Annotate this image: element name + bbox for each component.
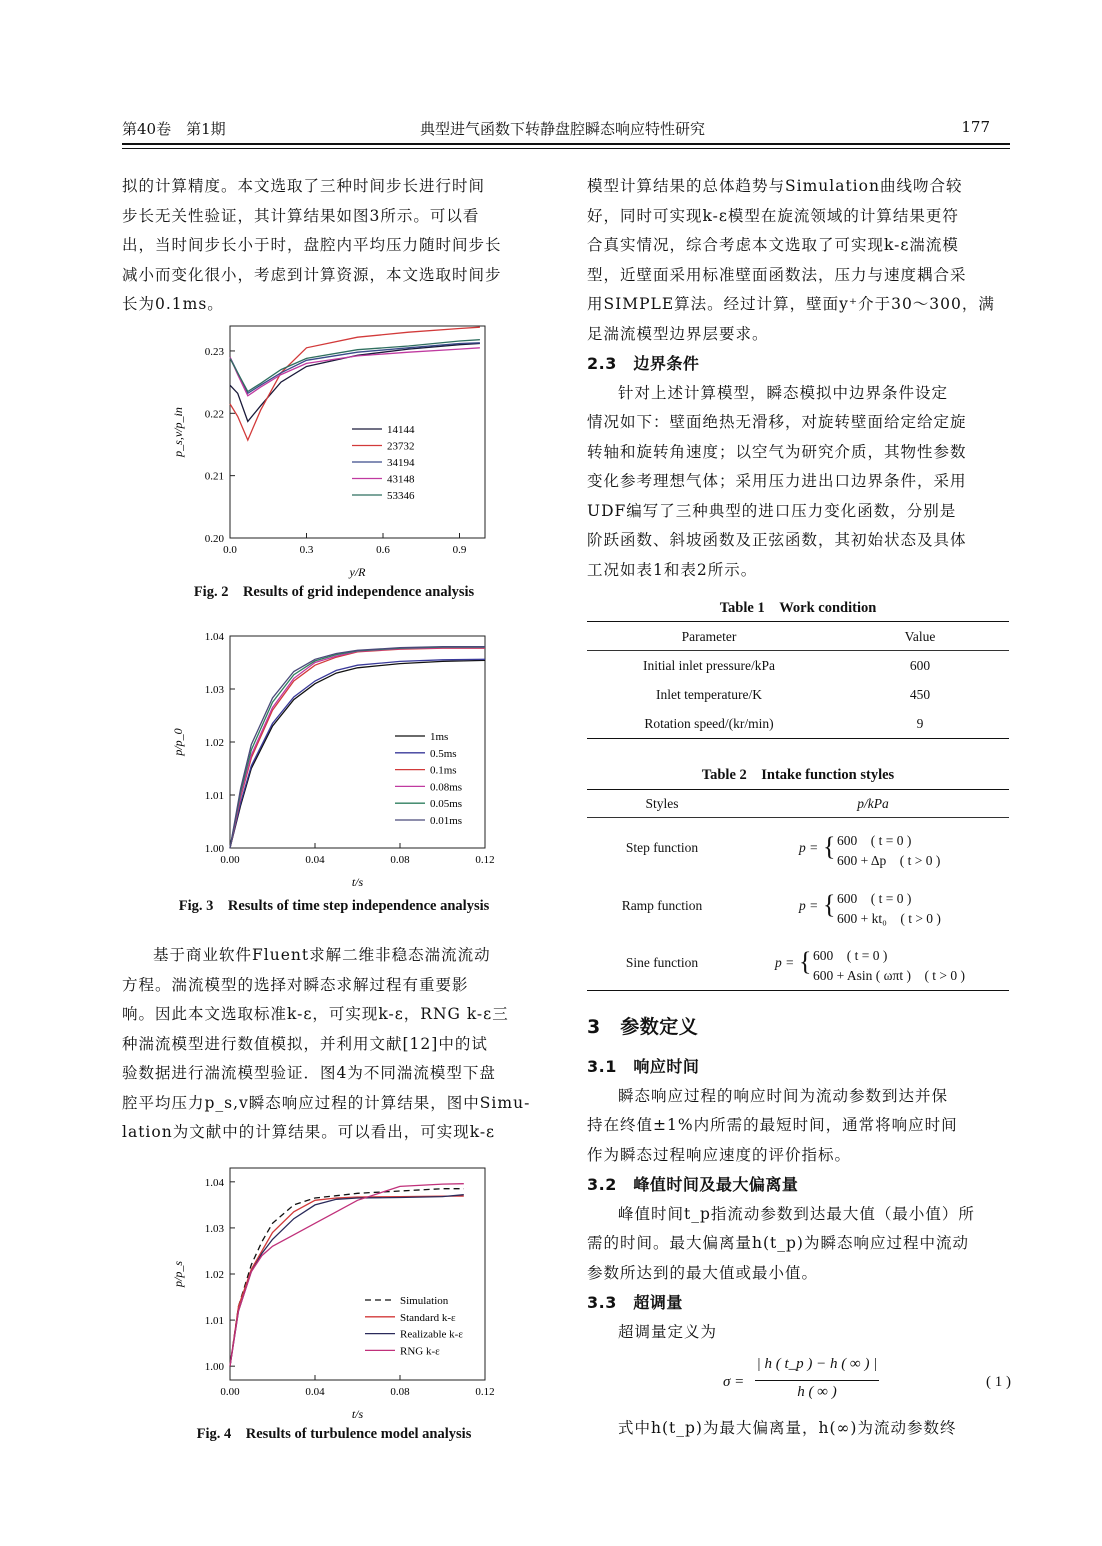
table2 bbox=[587, 789, 1009, 994]
equation-number: ( 1 ) bbox=[986, 1374, 1011, 1390]
x-axis-label: t/s bbox=[351, 1407, 364, 1421]
formula-case: 600 + Δp ( t > 0 ) bbox=[837, 853, 941, 868]
brace: { bbox=[823, 890, 836, 919]
table2-header-pressure: p/kPa bbox=[857, 796, 889, 811]
x-tick-label: 0.04 bbox=[305, 1386, 325, 1398]
y-tick-label: 1.03 bbox=[204, 1222, 224, 1235]
page-number: 177 bbox=[961, 118, 990, 136]
left-paragraph-1 bbox=[122, 172, 546, 320]
header-rule-thin bbox=[122, 148, 1010, 149]
text-line: 阶跃函数、斜坡函数及正弦函数，其初始状态及具体 bbox=[587, 531, 967, 549]
table1-cell: Initial inlet pressure/kPa bbox=[643, 658, 775, 673]
formula-case: 600 ( t = 0 ) bbox=[813, 948, 888, 963]
table1-caption: Table 1 Work condition bbox=[719, 600, 877, 616]
left-paragraph-2 bbox=[122, 941, 546, 1148]
x-tick-label: 0.6 bbox=[376, 544, 390, 556]
legend-label: 0.08ms bbox=[430, 781, 463, 794]
text-line: 合真实情况，综合考虑本文选取了可实现k-ε湍流模 bbox=[587, 236, 959, 254]
fig4-caption: Fig. 4 Results of turbulence model analysis bbox=[196, 1426, 472, 1442]
legend-label: Standard k-ε bbox=[400, 1311, 456, 1324]
y-axis-label: p/p_s bbox=[171, 1260, 185, 1288]
formula-lhs: σ = bbox=[723, 1374, 745, 1390]
table2-header-styles: Styles bbox=[645, 796, 679, 811]
header-rule-thick bbox=[122, 143, 1010, 145]
table2-style-cell: Sine function bbox=[625, 955, 699, 970]
text-line: 峰值时间t_p指流动参数到达最大值（最小值）所 bbox=[618, 1204, 975, 1223]
table1-header-parameter: Parameter bbox=[681, 629, 737, 644]
section-3-3-heading: 3.3 超调量 bbox=[587, 1293, 683, 1312]
table-rule bbox=[587, 738, 1009, 739]
text-line: 参数所达到的最大值或最小值。 bbox=[587, 1263, 819, 1282]
x-tick-label: 0.3 bbox=[299, 544, 314, 556]
table2-style-cell: Step function bbox=[625, 840, 699, 855]
text-line: 足湍流模型边界层要求。 bbox=[587, 324, 769, 343]
text-line: 基于商业软件Fluent求解二维非稳态湍流流动 bbox=[153, 946, 491, 964]
table2-style-cell: Ramp function bbox=[621, 898, 703, 913]
x-axis-label: y/R bbox=[349, 565, 366, 579]
text-line: 步长无关性验证，其计算结果如图3所示。可以看 bbox=[122, 206, 480, 225]
text-line: 针对上述计算模型，瞬态模拟中边界条件设定 bbox=[618, 383, 949, 402]
table1 bbox=[587, 621, 1009, 741]
formula-case: 600 + Asin ( ωπt ) ( t > 0 ) bbox=[813, 968, 966, 983]
formula-case: 600 ( t = 0 ) bbox=[837, 891, 912, 906]
brace: { bbox=[799, 947, 812, 976]
text-line: 模型计算结果的总体趋势与Simulation曲线吻合较 bbox=[587, 177, 963, 195]
x-tick-label: 0.08 bbox=[390, 854, 410, 866]
legend-label: 14144 bbox=[387, 424, 415, 436]
y-tick-label: 1.00 bbox=[204, 1361, 224, 1374]
x-tick-label: 0.04 bbox=[305, 854, 325, 866]
table1-header-value: Value bbox=[904, 629, 936, 644]
text-line: lation为文献中的计算结果。可以看出，可实现k-ε bbox=[122, 1123, 496, 1141]
fig3-caption: Fig. 3 Results of time step independence analysis bbox=[178, 898, 490, 914]
y-tick-label: 0.22 bbox=[204, 408, 224, 421]
formula-lhs: p = bbox=[799, 898, 819, 913]
y-tick-label: 1.01 bbox=[204, 1315, 224, 1328]
text-line: 超调量定义为 bbox=[618, 1322, 718, 1341]
legend-label: 0.1ms bbox=[430, 764, 457, 777]
fraction-bar bbox=[755, 1380, 879, 1381]
text-line: UDF编写了三种典型的进口压力变化函数，分别是 bbox=[587, 501, 957, 520]
formula-case: 600 + kt₀ ( t > 0 ) bbox=[837, 911, 941, 926]
table1-cell: Rotation speed/(kr/min) bbox=[644, 716, 774, 731]
text-line: 方程。湍流模型的选择对瞬态求解过程有重要影 bbox=[122, 975, 469, 994]
y-tick-label: 1.01 bbox=[204, 790, 224, 802]
text-line: 腔平均压力p_s,v瞬态响应过程的计算结果，图中Simu- bbox=[122, 1093, 531, 1112]
table-rule bbox=[587, 817, 1009, 818]
y-tick-label: 1.03 bbox=[204, 684, 224, 696]
brace: { bbox=[823, 832, 836, 861]
equation-1 bbox=[587, 1356, 1011, 1408]
text-line: 变化参考理想气体；采用压力进出口边界条件，采用 bbox=[587, 472, 967, 490]
x-tick-label: 0.0 bbox=[223, 544, 237, 556]
text-line: 验数据进行湍流模型验证．图4为不同湍流模型下盘 bbox=[122, 1064, 496, 1082]
text-line: 式中h(t_p)为最大偏离量，h(∞)为流动参数终 bbox=[618, 1419, 957, 1437]
legend-label: 1ms bbox=[430, 731, 449, 743]
y-tick-label: 0.21 bbox=[204, 470, 224, 483]
table-rule bbox=[587, 650, 1009, 651]
text-line: 持在终值±1%内所需的最短时间，通常将响应时间 bbox=[587, 1116, 958, 1134]
y-tick-label: 1.02 bbox=[204, 1269, 224, 1281]
table2-caption: Table 2 Intake function styles bbox=[701, 767, 895, 783]
x-tick-label: 0.12 bbox=[475, 1386, 495, 1398]
section-2-3-heading: 2.3 边界条件 bbox=[587, 354, 700, 373]
x-tick-label: 0.00 bbox=[220, 854, 240, 866]
formula-lhs: p = bbox=[775, 955, 795, 970]
right-paragraph-3 bbox=[587, 1414, 1011, 1444]
table1-cell: Inlet temperature/K bbox=[655, 687, 763, 702]
y-tick-label: 0.23 bbox=[204, 345, 224, 358]
series-line bbox=[230, 1196, 464, 1366]
text-line: 好，同时可实现k-ε模型在旋流领域的计算结果更符 bbox=[587, 206, 959, 225]
text-line: 工况如表1和表2所示。 bbox=[587, 560, 758, 579]
paper-running-title: 典型进气函数下转静盘腔瞬态响应特性研究 bbox=[420, 120, 706, 138]
text-line: 情况如下：壁面绝热无滑移，对旋转壁面给定给定旋 bbox=[587, 413, 967, 431]
table1-cell: 9 bbox=[916, 716, 924, 731]
x-axis-label: t/s bbox=[351, 875, 364, 889]
x-tick-label: 0.9 bbox=[452, 544, 467, 556]
plot-frame bbox=[230, 326, 485, 538]
text-line: 用SIMPLE算法。经过计算，壁面y⁺介于30～300，满 bbox=[587, 295, 995, 313]
y-tick-label: 1.00 bbox=[204, 843, 224, 855]
text-line: 型，近壁面采用标准壁面函数法，压力与速度耦合采 bbox=[587, 265, 967, 284]
fig3-chart bbox=[160, 628, 500, 890]
legend-label: Simulation bbox=[400, 1295, 449, 1307]
section-3-heading: 3 参数定义 bbox=[587, 1016, 699, 1038]
y-tick-label: 0.20 bbox=[204, 533, 224, 545]
fig2-caption: Fig. 2 Results of grid independence analysis bbox=[193, 584, 475, 600]
text-line: 拟的计算精度。本文选取了三种时间步长进行时间 bbox=[122, 177, 486, 195]
text-line: 作为瞬态过程响应速度的评价指标。 bbox=[587, 1145, 852, 1164]
text-line: 出，当时间步长小于时，盘腔内平均压力随时间步长 bbox=[122, 236, 502, 254]
y-tick-label: 1.02 bbox=[204, 737, 224, 749]
text-line: 响。因此本文选取标准k-ε，可实现k-ε，RNG k-ε三 bbox=[122, 1005, 509, 1023]
section-3-1-heading: 3.1 响应时间 bbox=[587, 1057, 700, 1076]
running-header bbox=[122, 118, 1010, 144]
formula-case: 600 ( t = 0 ) bbox=[837, 833, 912, 848]
formula-numerator: | h ( t_p ) − h ( ∞ ) | bbox=[756, 1356, 878, 1372]
legend-label: 34194 bbox=[387, 457, 415, 469]
table1-cell: 600 bbox=[909, 658, 931, 673]
legend-label: 53346 bbox=[387, 490, 415, 502]
text-line: 种湍流模型进行数值模拟，并利用文献[12]中的试 bbox=[122, 1034, 488, 1053]
legend-label: 43148 bbox=[387, 473, 415, 486]
table-rule bbox=[587, 990, 1009, 991]
text-line: 长为0.1ms。 bbox=[122, 295, 224, 313]
table-rule bbox=[587, 621, 1009, 622]
series-line bbox=[230, 327, 480, 440]
legend-label: Realizable k-ε bbox=[400, 1328, 463, 1341]
formula-lhs: p = bbox=[799, 840, 819, 855]
fig2-chart bbox=[160, 318, 500, 580]
text-line: 减小而变化很小，考虑到计算资源，本文选取时间步 bbox=[122, 265, 502, 284]
series-line bbox=[230, 340, 480, 392]
x-tick-label: 0.12 bbox=[475, 854, 495, 866]
right-paragraph-2 bbox=[587, 1010, 1011, 1347]
text-line: 需的时间。最大偏离量h(t_p)为瞬态响应过程中流动 bbox=[587, 1234, 969, 1252]
y-axis-label: p/p_0 bbox=[171, 728, 185, 756]
y-tick-label: 1.04 bbox=[204, 631, 224, 643]
y-tick-label: 1.04 bbox=[204, 1176, 224, 1189]
legend-label: 0.5ms bbox=[430, 747, 457, 760]
right-paragraph-1 bbox=[587, 172, 1011, 585]
section-3-2-heading: 3.2 峰值时间及最大偏离量 bbox=[587, 1175, 799, 1194]
legend-label: 0.01ms bbox=[430, 815, 463, 827]
journal-volume: 第40卷 第1期 bbox=[122, 120, 226, 138]
series-line bbox=[230, 348, 480, 396]
text-line: 瞬态响应过程的响应时间为流动参数到达并保 bbox=[618, 1086, 949, 1105]
formula-denominator: h ( ∞ ) bbox=[797, 1384, 837, 1400]
x-tick-label: 0.08 bbox=[390, 1386, 410, 1398]
legend-label: RNG k-ε bbox=[400, 1345, 440, 1358]
legend-label: 0.05ms bbox=[430, 798, 463, 811]
fig4-chart bbox=[160, 1160, 500, 1422]
table1-cell: 450 bbox=[909, 687, 931, 702]
legend-label: 23732 bbox=[387, 440, 415, 453]
text-line: 转轴和旋转角速度；以空气为研究介质，其物性参数 bbox=[587, 442, 967, 461]
x-tick-label: 0.00 bbox=[220, 1386, 240, 1398]
table-rule bbox=[587, 789, 1009, 790]
y-axis-label: p_s,v/p_in bbox=[171, 407, 185, 457]
